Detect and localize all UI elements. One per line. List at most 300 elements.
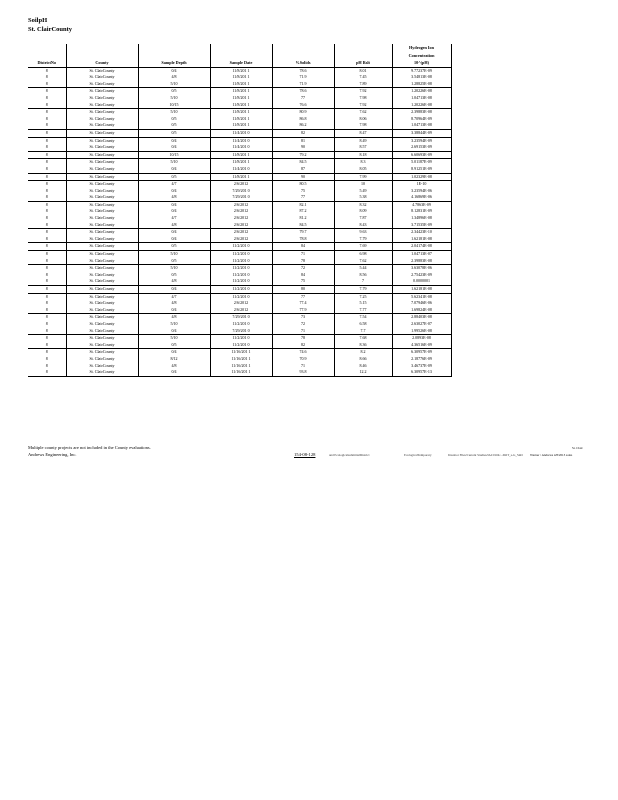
- cell-county: St. ClairCounty: [66, 251, 138, 258]
- cell-date: 2/6/2012: [210, 307, 272, 314]
- cell-solids: 82: [272, 129, 334, 137]
- cell-date: 11/16/201 1: [210, 369, 272, 376]
- cell-hydrogen: 1.20226E-08: [392, 88, 451, 95]
- cell-hydrogen: 1.20226E-08: [392, 102, 451, 109]
- cell-county: St. ClairCounty: [66, 342, 138, 349]
- cell-hydrogen: 2.04174E-08: [392, 243, 451, 251]
- cell-hydrogen: 3.23594E-09: [392, 137, 451, 144]
- cell-solids: 72: [272, 265, 334, 272]
- cell-date: 7/29/201 0: [210, 194, 272, 201]
- cell-ph: 8.32: [334, 201, 392, 208]
- table-row: [28, 229, 451, 236]
- cell-district: 8: [28, 159, 66, 166]
- cell-depth: 0/4: [138, 229, 210, 236]
- cell-ph: 8.43: [334, 222, 392, 229]
- cell-date: 11/8/201 1: [210, 102, 272, 109]
- cell-county: St. ClairCounty: [66, 229, 138, 236]
- col-header-district: DistrictNo: [28, 60, 66, 67]
- cell-district: 8: [28, 116, 66, 123]
- cell-county: St. ClairCounty: [66, 159, 138, 166]
- cell-district: 8: [28, 95, 66, 102]
- cell-depth: 0/4: [138, 236, 210, 243]
- cell-solids: 72: [272, 321, 334, 328]
- table-row: [28, 144, 451, 151]
- col-header-county: County: [66, 60, 138, 67]
- cell-ph: 8.18: [334, 151, 392, 159]
- cell-district: 8: [28, 74, 66, 81]
- cell-county: St. ClairCounty: [66, 222, 138, 229]
- cell-ph: 9.63: [334, 229, 392, 236]
- cell-county: St. ClairCounty: [66, 272, 138, 279]
- cell-solids: 77.4: [272, 300, 334, 307]
- cell-hydrogen: 6.30957E-13: [392, 369, 451, 376]
- cell-date: 11/4/201 0: [210, 166, 272, 173]
- cell-hydrogen: 1.04713E-08: [392, 122, 451, 129]
- cell-date: 2/6/2012: [210, 201, 272, 208]
- cell-hydrogen: 6.60693E-09: [392, 151, 451, 159]
- cell-district: 8: [28, 307, 66, 314]
- cell-solids: 71: [272, 363, 334, 370]
- cell-county: St. ClairCounty: [66, 188, 138, 195]
- footer-user: Warner / Andrews 4/8/2013 sales: [530, 453, 573, 457]
- cell-depth: 0/4: [138, 201, 210, 208]
- cell-district: 8: [28, 328, 66, 335]
- table-row: [28, 122, 451, 129]
- cell-county: St. ClairCounty: [66, 356, 138, 363]
- cell-district: 8: [28, 265, 66, 272]
- table-row: [28, 81, 451, 88]
- table-row: [28, 335, 451, 342]
- footer-company: Andrews Engineering, Inc.: [28, 452, 77, 457]
- cell-date: 11/8/201 1: [210, 88, 272, 95]
- cell-county: St. ClairCounty: [66, 363, 138, 370]
- cell-date: 11/8/201 1: [210, 95, 272, 102]
- cell-hydrogen: 2.69153E-09: [392, 144, 451, 151]
- cell-solids: 82: [272, 342, 334, 349]
- cell-district: 8: [28, 67, 66, 74]
- col-header-solids: %Solids: [272, 60, 334, 67]
- cell-county: St. ClairCounty: [66, 129, 138, 137]
- cell-hydrogen: 8.70964E-09: [392, 116, 451, 123]
- footer-corner: St. Clair: [572, 446, 583, 450]
- cell-hydrogen: 0.0000001: [392, 278, 451, 285]
- cell-date: 11/2/201 0: [210, 258, 272, 265]
- cell-ph: 7.89: [334, 81, 392, 88]
- table-row: [28, 356, 451, 363]
- cell-district: 8: [28, 201, 66, 208]
- cell-depth: 4/8: [138, 222, 210, 229]
- cell-county: St. ClairCounty: [66, 335, 138, 342]
- cell-ph: 5.44: [334, 265, 392, 272]
- cell-ph: 8.05: [334, 166, 392, 173]
- table-row: [28, 109, 451, 116]
- table-row: [28, 102, 451, 109]
- cell-solids: 80.9: [272, 109, 334, 116]
- cell-date: 11/8/201 1: [210, 116, 272, 123]
- cell-county: St. ClairCounty: [66, 300, 138, 307]
- cell-solids: 93.8: [272, 369, 334, 376]
- cell-date: 11/8/201 1: [210, 151, 272, 159]
- table-row: [28, 208, 451, 215]
- cell-ph: 6.58: [334, 321, 392, 328]
- cell-depth: 5/10: [138, 95, 210, 102]
- cell-hydrogen: 6.30957E-09: [392, 349, 451, 356]
- cell-hydrogen: 1E-10: [392, 181, 451, 188]
- cell-date: 11/4/201 0: [210, 137, 272, 144]
- cell-solids: 84.5: [272, 159, 334, 166]
- cell-district: 8: [28, 151, 66, 159]
- table-row: [28, 342, 451, 349]
- cell-hydrogen: 2.39883E-08: [392, 109, 451, 116]
- cell-solids: 90: [272, 173, 334, 181]
- cell-ph: 8.46: [334, 363, 392, 370]
- cell-ph: 7.69: [334, 243, 392, 251]
- cell-ph: 12.2: [334, 369, 392, 376]
- cell-solids: 71.9: [272, 74, 334, 81]
- cell-depth: 5/10: [138, 159, 210, 166]
- cell-county: St. ClairCounty: [66, 181, 138, 188]
- table-row: [28, 159, 451, 166]
- cell-depth: 5/10: [138, 265, 210, 272]
- cell-date: 11/2/201 0: [210, 272, 272, 279]
- table-row: [28, 369, 451, 376]
- cell-county: St. ClairCounty: [66, 81, 138, 88]
- cell-hydrogen: 4.7863E-09: [392, 201, 451, 208]
- cell-ph: 7.54: [334, 314, 392, 321]
- cell-date: 11/8/201 1: [210, 81, 272, 88]
- cell-date: 2/6/2012: [210, 222, 272, 229]
- cell-district: 8: [28, 173, 66, 181]
- cell-ph: 8.36: [334, 342, 392, 349]
- cell-hydrogen: 2.88403E-08: [392, 314, 451, 321]
- cell-depth: 5/10: [138, 335, 210, 342]
- cell-solids: 75: [272, 188, 334, 195]
- cell-date: 11/8/201 1: [210, 122, 272, 129]
- cell-depth: 0/4: [138, 67, 210, 74]
- cell-solids: 79.7: [272, 229, 334, 236]
- cell-district: 8: [28, 349, 66, 356]
- cell-depth: 4/8: [138, 300, 210, 307]
- cell-district: 8: [28, 321, 66, 328]
- cell-date: 11/2/201 0: [210, 278, 272, 285]
- cell-hydrogen: 1.34896E-08: [392, 215, 451, 222]
- cell-depth: 4/8: [138, 314, 210, 321]
- cell-district: 8: [28, 166, 66, 173]
- table-row: [28, 215, 451, 222]
- cell-hydrogen: 2.39883E-08: [392, 258, 451, 265]
- cell-date: 2/6/2012: [210, 229, 272, 236]
- cell-date: 7/29/201 0: [210, 314, 272, 321]
- cell-date: 11/2/201 0: [210, 293, 272, 300]
- cell-solids: 90: [272, 144, 334, 151]
- cell-solids: 78.6: [272, 88, 334, 95]
- cell-depth: 10/15: [138, 151, 210, 159]
- cell-date: 11/16/201 1: [210, 363, 272, 370]
- cell-date: 11/2/201 0: [210, 251, 272, 258]
- cell-county: St. ClairCounty: [66, 122, 138, 129]
- cell-solids: 84: [272, 272, 334, 279]
- cell-depth: 0/5: [138, 122, 210, 129]
- cell-solids: 80.5: [272, 181, 334, 188]
- cell-ph: 8.01: [334, 67, 392, 74]
- cell-district: 8: [28, 258, 66, 265]
- cell-district: 8: [28, 278, 66, 285]
- cell-solids: 78.8: [272, 236, 334, 243]
- cell-date: 11/16/201 1: [210, 349, 272, 356]
- cell-date: 11/4/201 0: [210, 129, 272, 137]
- cell-district: 8: [28, 122, 66, 129]
- footer-path-2: EcologicalTemporary: [404, 453, 432, 457]
- cell-solids: 73: [272, 314, 334, 321]
- cell-hydrogen: 1.69824E-08: [392, 307, 451, 314]
- cell-district: 8: [28, 81, 66, 88]
- cell-date: 11/8/201 1: [210, 74, 272, 81]
- cell-district: 8: [28, 314, 66, 321]
- cell-district: 8: [28, 243, 66, 251]
- cell-ph: 8.66: [334, 356, 392, 363]
- cell-county: St. ClairCounty: [66, 215, 138, 222]
- cell-county: St. ClairCounty: [66, 144, 138, 151]
- cell-district: 8: [28, 109, 66, 116]
- cell-hydrogen: 8.12831E-09: [392, 208, 451, 215]
- cell-county: St. ClairCounty: [66, 88, 138, 95]
- cell-hydrogen: 3.23594E-06: [392, 188, 451, 195]
- footer-note: Multiple county projects are not included in the County evaluations.: [28, 445, 151, 450]
- cell-depth: 4/7: [138, 181, 210, 188]
- cell-county: St. ClairCounty: [66, 194, 138, 201]
- cell-solids: 71.9: [272, 81, 334, 88]
- cell-date: 11/16/201 1: [210, 356, 272, 363]
- cell-hydrogen: 4.16869E-06: [392, 194, 451, 201]
- cell-solids: 77: [272, 293, 334, 300]
- cell-ph: 8.57: [334, 144, 392, 151]
- cell-ph: 6.98: [334, 251, 392, 258]
- cell-depth: 0/5: [138, 258, 210, 265]
- cell-district: 8: [28, 251, 66, 258]
- cell-depth: 4/7: [138, 293, 210, 300]
- col-header-hydrogen-1: Hydrogen Ion: [392, 44, 451, 52]
- cell-district: 8: [28, 208, 66, 215]
- cell-hydrogen: 1.28825E-08: [392, 81, 451, 88]
- table-row: [28, 251, 451, 258]
- cell-district: 8: [28, 222, 66, 229]
- table-row: [28, 286, 451, 294]
- cell-date: 2/6/2012: [210, 208, 272, 215]
- table-row: [28, 88, 451, 95]
- cell-ph: 8.06: [334, 116, 392, 123]
- cell-depth: 0/5: [138, 129, 210, 137]
- cell-hydrogen: 9.77237E-09: [392, 67, 451, 74]
- cell-solids: 86.8: [272, 116, 334, 123]
- cell-depth: 8/12: [138, 356, 210, 363]
- cell-county: St. ClairCounty: [66, 307, 138, 314]
- cell-ph: 7.98: [334, 122, 392, 129]
- cell-district: 8: [28, 229, 66, 236]
- cell-date: 11/8/201 1: [210, 67, 272, 74]
- cell-solids: 77.9: [272, 307, 334, 314]
- cell-ph: 7.62: [334, 109, 392, 116]
- cell-solids: 70.9: [272, 356, 334, 363]
- cell-ph: 7.92: [334, 102, 392, 109]
- cell-ph: 7.45: [334, 74, 392, 81]
- cell-district: 8: [28, 88, 66, 95]
- cell-district: 8: [28, 137, 66, 144]
- cell-solids: 75: [272, 278, 334, 285]
- cell-date: 2/6/2012: [210, 215, 272, 222]
- cell-ph: 8.3: [334, 159, 392, 166]
- cell-depth: 0/4: [138, 137, 210, 144]
- table-row: [28, 95, 451, 102]
- cell-county: St. ClairCounty: [66, 151, 138, 159]
- cell-county: St. ClairCounty: [66, 201, 138, 208]
- cell-county: St. ClairCounty: [66, 243, 138, 251]
- cell-depth: 0/5: [138, 173, 210, 181]
- cell-depth: 10/15: [138, 102, 210, 109]
- cell-ph: 7.79: [334, 286, 392, 294]
- footer-path-3: Inventor Files/Current Studies/IAC0104/...DOT_s-G_SnD: [448, 453, 523, 457]
- cell-solids: 78.6: [272, 67, 334, 74]
- cell-solids: 86.2: [272, 122, 334, 129]
- cell-ph: 8.47: [334, 129, 392, 137]
- cell-date: 11/8/201 1: [210, 159, 272, 166]
- cell-hydrogen: 1.04713E-07: [392, 251, 451, 258]
- cell-hydrogen: 1.62181E-08: [392, 286, 451, 294]
- cell-county: St. ClairCounty: [66, 67, 138, 74]
- cell-district: 8: [28, 129, 66, 137]
- cell-district: 8: [28, 335, 66, 342]
- table-row: [28, 116, 451, 123]
- cell-solids: 79.2: [272, 151, 334, 159]
- cell-date: 11/4/201 0: [210, 144, 272, 151]
- cell-date: 11/8/201 1: [210, 109, 272, 116]
- cell-solids: 71: [272, 251, 334, 258]
- col-header-ph: pH Rslt: [334, 60, 392, 67]
- cell-ph: 7.68: [334, 335, 392, 342]
- cell-district: 8: [28, 293, 66, 300]
- table-row: [28, 74, 451, 81]
- table-row: [28, 293, 451, 300]
- cell-hydrogen: 8.91251E-09: [392, 166, 451, 173]
- cell-district: 8: [28, 342, 66, 349]
- table-row: [28, 300, 451, 307]
- cell-depth: 0/4: [138, 144, 210, 151]
- cell-ph: 7.92: [334, 88, 392, 95]
- cell-district: 8: [28, 356, 66, 363]
- cell-solids: 82.1: [272, 201, 334, 208]
- cell-ph: 5.38: [334, 194, 392, 201]
- table-row: [28, 349, 451, 356]
- cell-ph: 7.77: [334, 307, 392, 314]
- col-header-depth: Sample Depth: [138, 60, 210, 67]
- cell-date: 7/29/201 0: [210, 188, 272, 195]
- footer-path-1: and EcologicalsubmittalDistrict: [329, 453, 370, 457]
- cell-county: St. ClairCounty: [66, 349, 138, 356]
- report-subtitle: St. ClairCounty: [28, 26, 73, 33]
- col-header-date: Sample Date: [210, 60, 272, 67]
- table-row: [28, 272, 451, 279]
- cell-solids: 78: [272, 335, 334, 342]
- cell-hydrogen: 2.18776E-09: [392, 356, 451, 363]
- cell-ph: 5.49: [334, 188, 392, 195]
- cell-date: 11/2/201 0: [210, 286, 272, 294]
- cell-solids: 77: [272, 95, 334, 102]
- cell-district: 8: [28, 300, 66, 307]
- cell-ph: 7: [334, 278, 392, 285]
- cell-county: St. ClairCounty: [66, 278, 138, 285]
- cell-depth: 0/5: [138, 243, 210, 251]
- cell-solids: 84: [272, 243, 334, 251]
- table-row: [28, 129, 451, 137]
- report-title: SoilpH: [28, 17, 48, 24]
- cell-hydrogen: 1.02329E-08: [392, 173, 451, 181]
- cell-depth: 0/4: [138, 166, 210, 173]
- table-row: [28, 307, 451, 314]
- col-header-hydrogen-3: 10^(pH): [392, 60, 451, 67]
- cell-solids: 78: [272, 258, 334, 265]
- cell-district: 8: [28, 144, 66, 151]
- cell-district: 8: [28, 102, 66, 109]
- cell-hydrogen: 3.54813E-08: [392, 74, 451, 81]
- cell-date: 11/8/201 1: [210, 173, 272, 181]
- cell-depth: 5/10: [138, 109, 210, 116]
- table-row: [28, 328, 451, 335]
- cell-ph: 10: [334, 181, 392, 188]
- cell-district: 8: [28, 194, 66, 201]
- footer-project-code: 154-08-128: [294, 452, 316, 457]
- cell-county: St. ClairCounty: [66, 328, 138, 335]
- cell-county: St. ClairCounty: [66, 265, 138, 272]
- cell-hydrogen: 2.63027E-07: [392, 321, 451, 328]
- cell-date: 2/6/2012: [210, 300, 272, 307]
- cell-depth: 5/10: [138, 81, 210, 88]
- cell-hydrogen: 5.62341E-08: [392, 293, 451, 300]
- cell-hydrogen: 3.71535E-09: [392, 222, 451, 229]
- cell-hydrogen: 5.01187E-09: [392, 159, 451, 166]
- cell-depth: 0/5: [138, 116, 210, 123]
- cell-depth: 0/4: [138, 328, 210, 335]
- table-row: [28, 243, 451, 251]
- cell-county: St. ClairCounty: [66, 236, 138, 243]
- cell-county: St. ClairCounty: [66, 173, 138, 181]
- cell-depth: 4/8: [138, 194, 210, 201]
- cell-hydrogen: 1.62181E-08: [392, 236, 451, 243]
- cell-ph: 7.87: [334, 215, 392, 222]
- cell-county: St. ClairCounty: [66, 258, 138, 265]
- cell-solids: 87.2: [272, 208, 334, 215]
- cell-district: 8: [28, 236, 66, 243]
- cell-county: St. ClairCounty: [66, 95, 138, 102]
- cell-district: 8: [28, 215, 66, 222]
- cell-depth: 0/4: [138, 286, 210, 294]
- table-row: [28, 166, 451, 173]
- cell-district: 8: [28, 363, 66, 370]
- cell-county: St. ClairCounty: [66, 286, 138, 294]
- cell-county: St. ClairCounty: [66, 74, 138, 81]
- cell-depth: 0/5: [138, 272, 210, 279]
- cell-depth: 0/5: [138, 342, 210, 349]
- cell-county: St. ClairCounty: [66, 137, 138, 144]
- cell-depth: 0/4: [138, 369, 210, 376]
- cell-ph: 8.56: [334, 272, 392, 279]
- table-row: [28, 67, 451, 74]
- cell-hydrogen: 7.07946E-06: [392, 300, 451, 307]
- cell-county: St. ClairCounty: [66, 321, 138, 328]
- cell-depth: 4/8: [138, 74, 210, 81]
- cell-solids: 81: [272, 137, 334, 144]
- cell-district: 8: [28, 181, 66, 188]
- cell-depth: 0/4: [138, 208, 210, 215]
- cell-county: St. ClairCounty: [66, 208, 138, 215]
